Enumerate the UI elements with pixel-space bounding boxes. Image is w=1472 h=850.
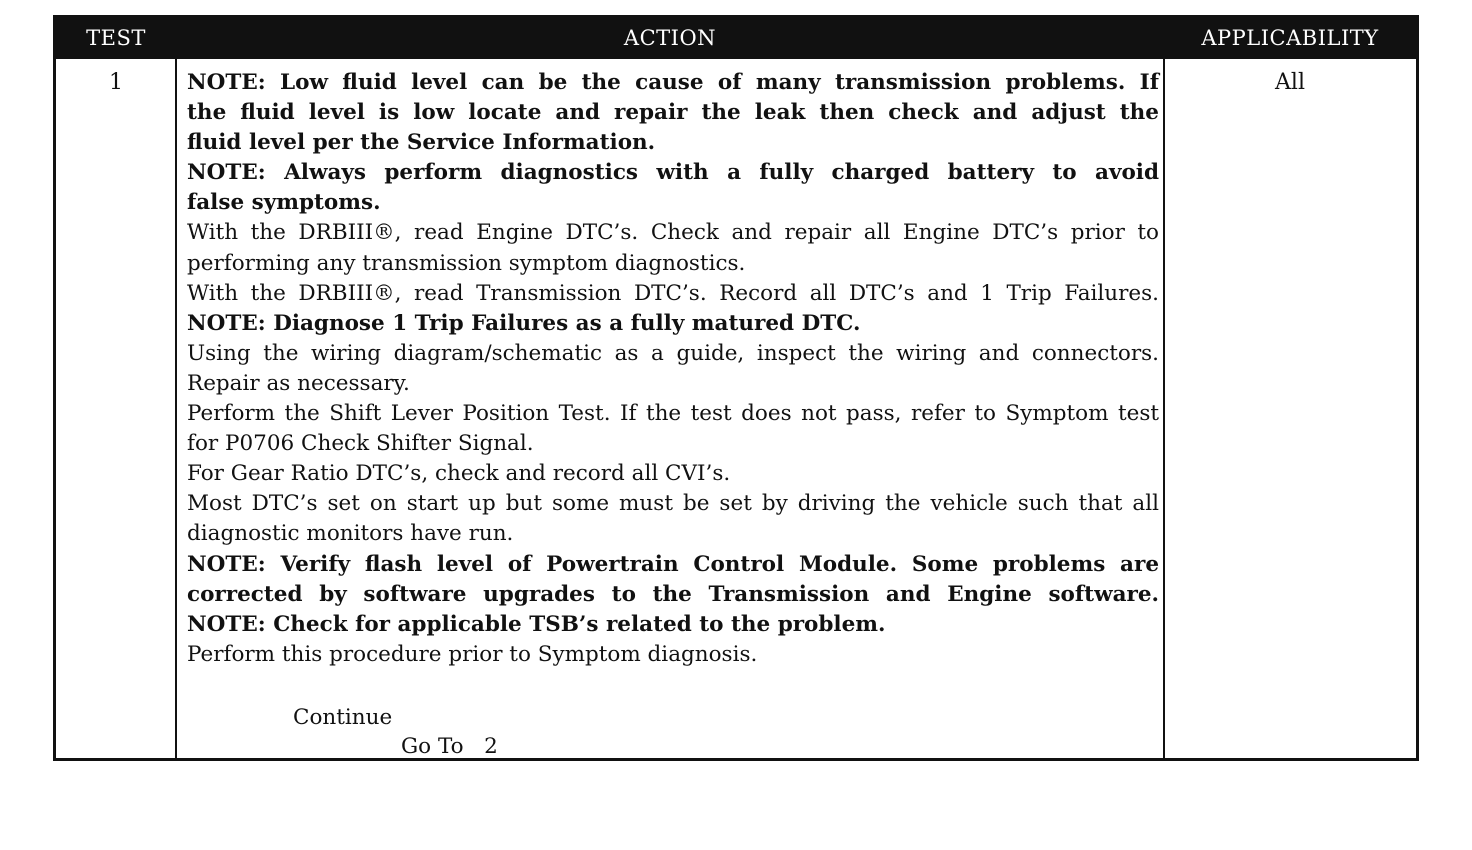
applicability-value: All (1275, 70, 1305, 95)
header-test: TEST (86, 26, 146, 50)
action-line: NOTE: Always perform diagnostics with a fully charged battery to avoid (187, 160, 1159, 186)
column-divider (1163, 59, 1165, 761)
action-line: NOTE: Low fluid level can be the cause of many transmission problems. If (187, 70, 1159, 95)
action-line: false symptoms. (187, 190, 381, 216)
action-line: Perform this procedure prior to Symptom diagnosis. (187, 641, 758, 667)
goto-step-link[interactable]: Go To 2 (401, 734, 498, 759)
action-text (187, 68, 1159, 670)
test-number: 1 (109, 70, 123, 95)
action-line: Using the wiring diagram/schematic as a guide, inspect the wiring and connectors. (187, 340, 1159, 366)
action-line: With the DRBIII®, read Engine DTC’s. Check and repair all Engine DTC’s prior to (187, 220, 1159, 246)
action-line: Perform the Shift Lever Position Test. If the test does not pass, refer to Symptom test (187, 401, 1159, 427)
result-continue: Continue (293, 705, 393, 730)
action-line: diagnostic monitors have run. (187, 521, 514, 547)
table-header-row (56, 18, 1416, 59)
column-divider (175, 59, 177, 761)
action-line: For Gear Ratio DTC’s, check and record all CVI’s. (187, 461, 731, 487)
header-action: ACTION (623, 26, 717, 50)
action-line: fluid level per the Service Information. (187, 130, 656, 156)
action-line: Repair as necessary. (187, 370, 410, 396)
action-line: With the DRBIII®, read Transmission DTC’s. Record all DTC’s and 1 Trip Failures. (187, 280, 1159, 306)
action-line: performing any transmission symptom diagnostics. (187, 250, 746, 276)
action-line: NOTE: Verify flash level of Powertrain Control Module. Some problems are (187, 551, 1159, 577)
diagnostic-test-table (53, 15, 1419, 761)
action-line: corrected by software upgrades to the Transmission and Engine software. (187, 581, 1159, 607)
header-applicability: APPLICABILITY (1201, 26, 1379, 50)
action-line: for P0706 Check Shifter Signal. (187, 431, 534, 457)
action-line: Most DTC’s set on start up but some must be set by driving the vehicle such that all (187, 491, 1159, 517)
action-line: NOTE: Check for applicable TSB’s related to the problem. (187, 611, 886, 637)
action-line: the fluid level is low locate and repair the leak then check and adjust the (187, 100, 1159, 126)
action-line: NOTE: Diagnose 1 Trip Failures as a fully matured DTC. (187, 310, 861, 336)
